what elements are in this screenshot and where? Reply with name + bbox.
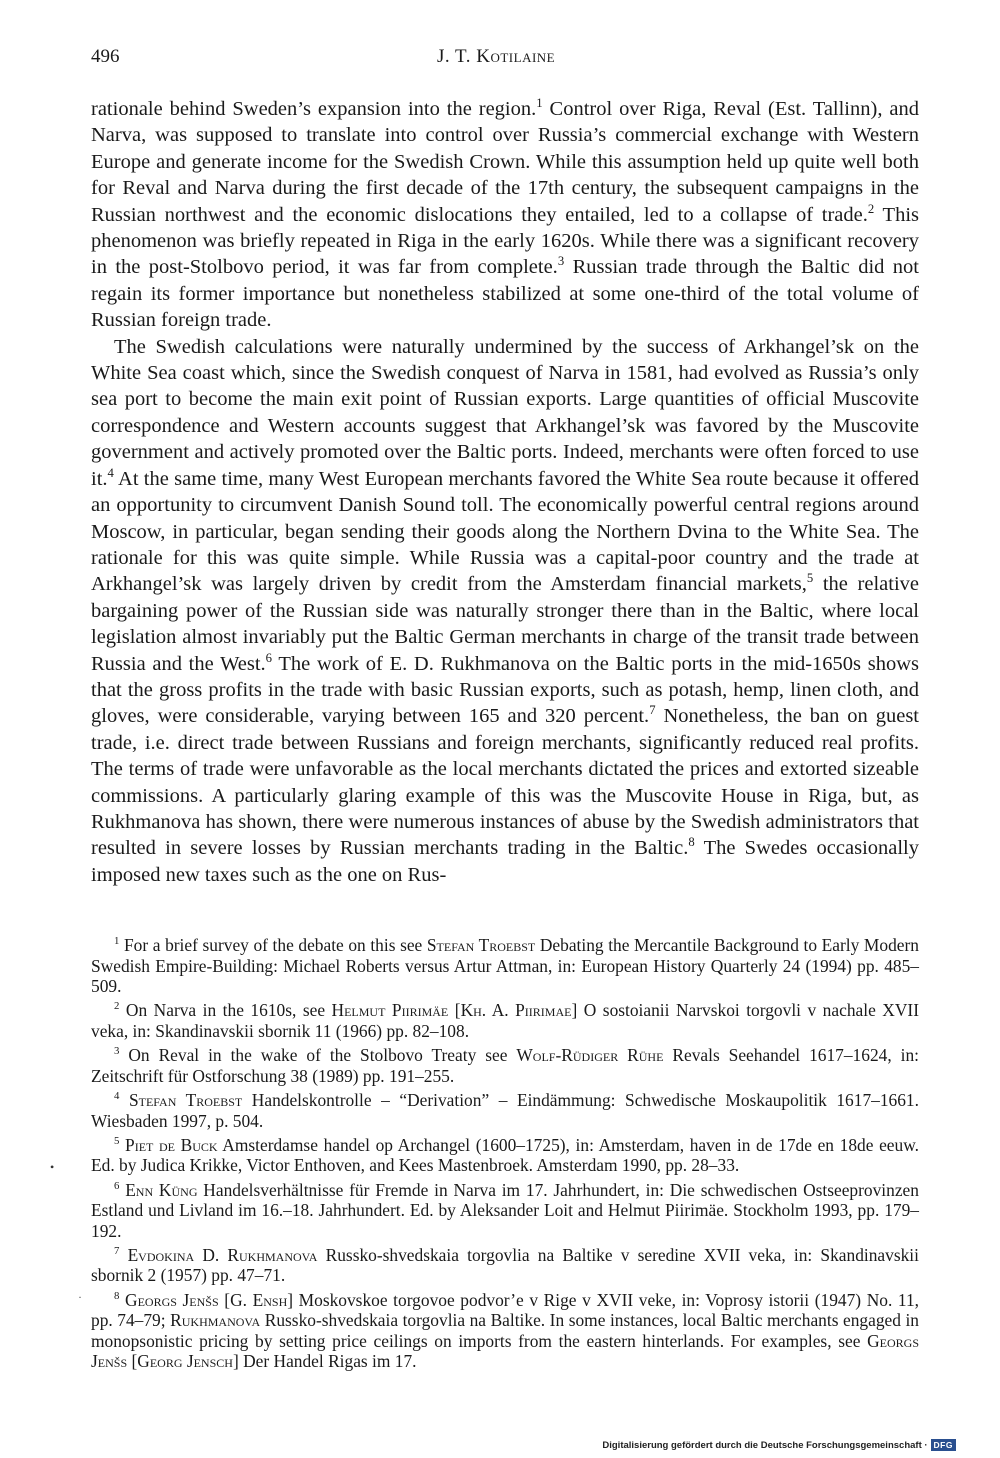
author-name: Enn Küng (125, 1179, 198, 1200)
footnote-text: Debating the Mercantile Background to Early Modern Swedish Empire-Building: Michael Roberts versus Artur Attman, in: European History Quarterly 24 (1994) pp. 485–509. (91, 935, 919, 997)
footnote-ref-8[interactable]: 8 (688, 835, 695, 850)
footnote-8: $^8$ Georgs Jenšs [G. Ensh] Moskovskoe torgovoe podvor’e v Rige v XVII veke, in: Voprosy istorii (1947) No. 11, pp. 74–79; Rukhmanova Russko-shvedskaia torgovlia na Baltike. In some instances, local Baltic merchants engaged in monopsonistic pricing by setting price ceilings on imports from the eastern hinterlands. For examples, see Georgs Jenšs [Georg Jensch] Der Handel Rigas im 17. (91, 1289, 920, 1372)
credit-text: Digitalisierung gefördert durch die Deutsche Forschungsgemeinschaft · (602, 1439, 928, 1451)
text-run: The Swedes occasionally imposed new taxes such as the one on Rus- (91, 837, 920, 886)
running-head: J. T. Kotilaine (437, 46, 556, 67)
dfg-logo: DFG (931, 1439, 956, 1451)
text-run: Control over Riga, Reval (Est. Tallinn), and Narva, was supposed to translate into control over Russia’s commercial exchange with Western Europe and generate income for the Swedish Crown. While this assumption held up quite well both for Reval and Narva during the first decade of the 17th century, the subsequent campaigns in the Russian northwest and the economic dislocations they entailed, led to a collapse of trade. (91, 98, 919, 226)
author-name-alt: Georg Jensch (137, 1351, 233, 1372)
footnote-ref-2[interactable]: 2 (867, 201, 875, 216)
author-name: Georgs Jenšs (91, 1330, 919, 1372)
footnote-text: Russko-shvedskaia torgovlia na Baltike v seredine XVII veka, in: Skandinavskii sbornik 2 (1957) pp. 47–71. (91, 1244, 919, 1286)
text-run: rationale behind Sweden’s expansion into the region. (91, 98, 537, 120)
footnote-6 (91, 1180, 919, 1242)
author-name: Piet de Buck (125, 1134, 218, 1155)
footnote-number: 5 (114, 1134, 120, 1147)
footnote-text: Moskovskoe torgovoe podvor’e v Rige v XVII veke, in: Voprosy istorii (1947) No. 11, pp. 74–79; (91, 1289, 920, 1331)
footnote-number: 4 (114, 1090, 120, 1103)
scan-speck: • (50, 1160, 55, 1174)
footnote-text: Amsterdamse handel op Archangel (1600–1725), in: Amsterdam, haven in de 17de en 18de eeuw. Ed. by Judica Krikke, Victor Enthoven, and Kees Mastenbroek. Amsterdam 1990, pp. 28–33. (91, 1134, 919, 1176)
text-run: Nonetheless, the ban on guest trade, i.e. direct trade between Russians and foreign merchants, significantly reduced real profits. The terms of trade were unfavorable as the local merchants dictated the prices and extorted sizeable commissions. A particularly glaring example of this was the Muscovite House in Riga, but, as Rukhmanova has shown, there were numerous instances of abuse by the Swedish administrators that resulted in severe losses by Russian merchants trading in the Baltic. (91, 705, 919, 860)
author-name: Georgs Jenšs (125, 1289, 219, 1310)
footnote-text: On Reval in the wake of the Stolbovo Treaty see (128, 1045, 517, 1066)
footnote-ref-6[interactable]: 6 (265, 650, 273, 665)
author-name-alt: G. Ensh (230, 1289, 288, 1310)
author-name: Stefan Troebst (426, 935, 536, 955)
footnote-ref-4[interactable]: 4 (107, 465, 114, 480)
digitization-credit (602, 1439, 956, 1451)
footnote-ref-7[interactable]: 7 (649, 703, 656, 718)
author-name: Helmut Piirimäe (331, 1000, 449, 1021)
paragraph-2 (91, 334, 919, 889)
footnote-ref-1[interactable]: 1 (536, 96, 543, 111)
footnote-number: 7 (114, 1245, 120, 1258)
paragraph-1 (91, 96, 919, 334)
footnote-number: 1 (114, 935, 120, 948)
footnote-number: 6 (114, 1179, 120, 1192)
footnote-text: O sostoianii Narvskoi torgovli v nachale XVII veka, in: Skandinavskii sbornik 11 (1966) pp. 82–108. (91, 1000, 919, 1041)
footnote-text: Handelsverhältnisse für Fremde in Narva im 17. Jahrhundert, in: Die schwedischen Ostseeprovinzen Estland und Livland im 16.–18. Jahrhundert. Ed. by Aleksander Loit and Helmut Piirimäe. Stockholm 1993, pp. 179–192. (91, 1179, 919, 1241)
author-name-alt: Kh. A. Piirimae (460, 1000, 572, 1021)
footnote-3 (91, 1045, 919, 1086)
footnote-ref-3[interactable]: 3 (557, 254, 565, 269)
footnote-1 (91, 935, 919, 997)
footnote-text: On Narva in the 1610s, see (125, 1000, 332, 1021)
text-run: This phenomenon was briefly repeated in Riga in the early 1620s. While there was a significant recovery in the post-Stolbovo period, it was far from complete. (91, 203, 919, 279)
text-run: The work of E. D. Rukhmanova on the Baltic ports in the mid-1650s shows that the gross profits in the trade with basic Russian exports, such as potash, hemp, linen cloth, and gloves, were considerable, varying between 165 and 320 percent. (91, 652, 919, 728)
footnotes (91, 935, 919, 1376)
footnote-5 (91, 1135, 919, 1176)
author-name: Rukhmanova (170, 1310, 261, 1331)
footnote-4 (91, 1090, 919, 1131)
text-run: the relative bargaining power of the Russian side was naturally stronger there than in the Baltic, where local legislation almost invariably put the Baltic German merchants in charge of the transit trade between Russia and the West. (91, 573, 920, 675)
footnote-text: For a brief survey of the debate on this see (124, 935, 427, 955)
page-number: 496 (91, 46, 120, 67)
body-text (91, 96, 919, 888)
footnote-2: $^2$ On Narva in the 1610s, see Helmut Piirimäe [Kh. A. Piirimae] O sostoianii Narvskoi torgovli v nachale XVII veka, in: Skandinavskii sbornik 11 (1966) pp. 82–108. (91, 1000, 919, 1041)
text-run: Russian trade through the Baltic did not regain its former importance but nonetheless stabilized at some one-third of the total volume of Russian foreign trade. (91, 256, 919, 332)
footnote-number: 3 (114, 1045, 120, 1058)
footnote-7 (91, 1245, 919, 1286)
text-run: The Swedish calculations were naturally undermined by the success of Arkhangel’sk on the White Sea coast which, since the Swedish conquest of Narva in 1581, had evolved as Russia’s only sea port to become the main exit point of Russian exports. Large quantities of official Muscovite correspondence and Western accounts suggest that Arkhangel’sk was favored by the Muscovite government and actively promoted over the Baltic ports. Indeed, merchants were often forced to use it. (91, 335, 919, 490)
footnote-number: 8 (114, 1289, 120, 1302)
author-name: Stefan Troebst (128, 1089, 243, 1110)
text-run: At the same time, many West European merchants favored the White Sea route because it offered an opportunity to circumvent Danish Sound toll. The economically powerful central regions around Moscow, in particular, began sending their goods along the Northern Dvina to the White Sea. The rationale for this was quite simple. While Russia was a capital-poor country and the trade at Arkhangel’sk was largely driven by credit from the Amsterdam financial markets, (91, 467, 919, 596)
footnote-ref-5[interactable]: 5 (806, 571, 814, 586)
footnote-number: 2 (114, 1000, 120, 1013)
footnote-text: Russko-shvedskaia torgovlia na Baltike. In some instances, local Baltic merchants engaged in monopsonistic pricing by setting price ceilings on imports from the eastern hinterlands. For examples, see (91, 1310, 920, 1351)
scan-speck: · (78, 1290, 82, 1304)
author-name: Wolf-Rüdiger Rühe (516, 1045, 664, 1066)
footnote-text: Revals Seehandel 1617–1624, in: Zeitschrift für Ostforschung 38 (1989) pp. 191–255. (91, 1045, 919, 1086)
author-name: Evdokina D. Rukhmanova (127, 1244, 318, 1265)
footnote-text: Handelskontrolle – “Derivation” – Eindämmung: Schwedische Moskaupolitik 1617–1661. Wiesbaden 1997, p. 504. (91, 1089, 919, 1131)
footnote-text: Der Handel Rigas im 17. (238, 1351, 417, 1372)
